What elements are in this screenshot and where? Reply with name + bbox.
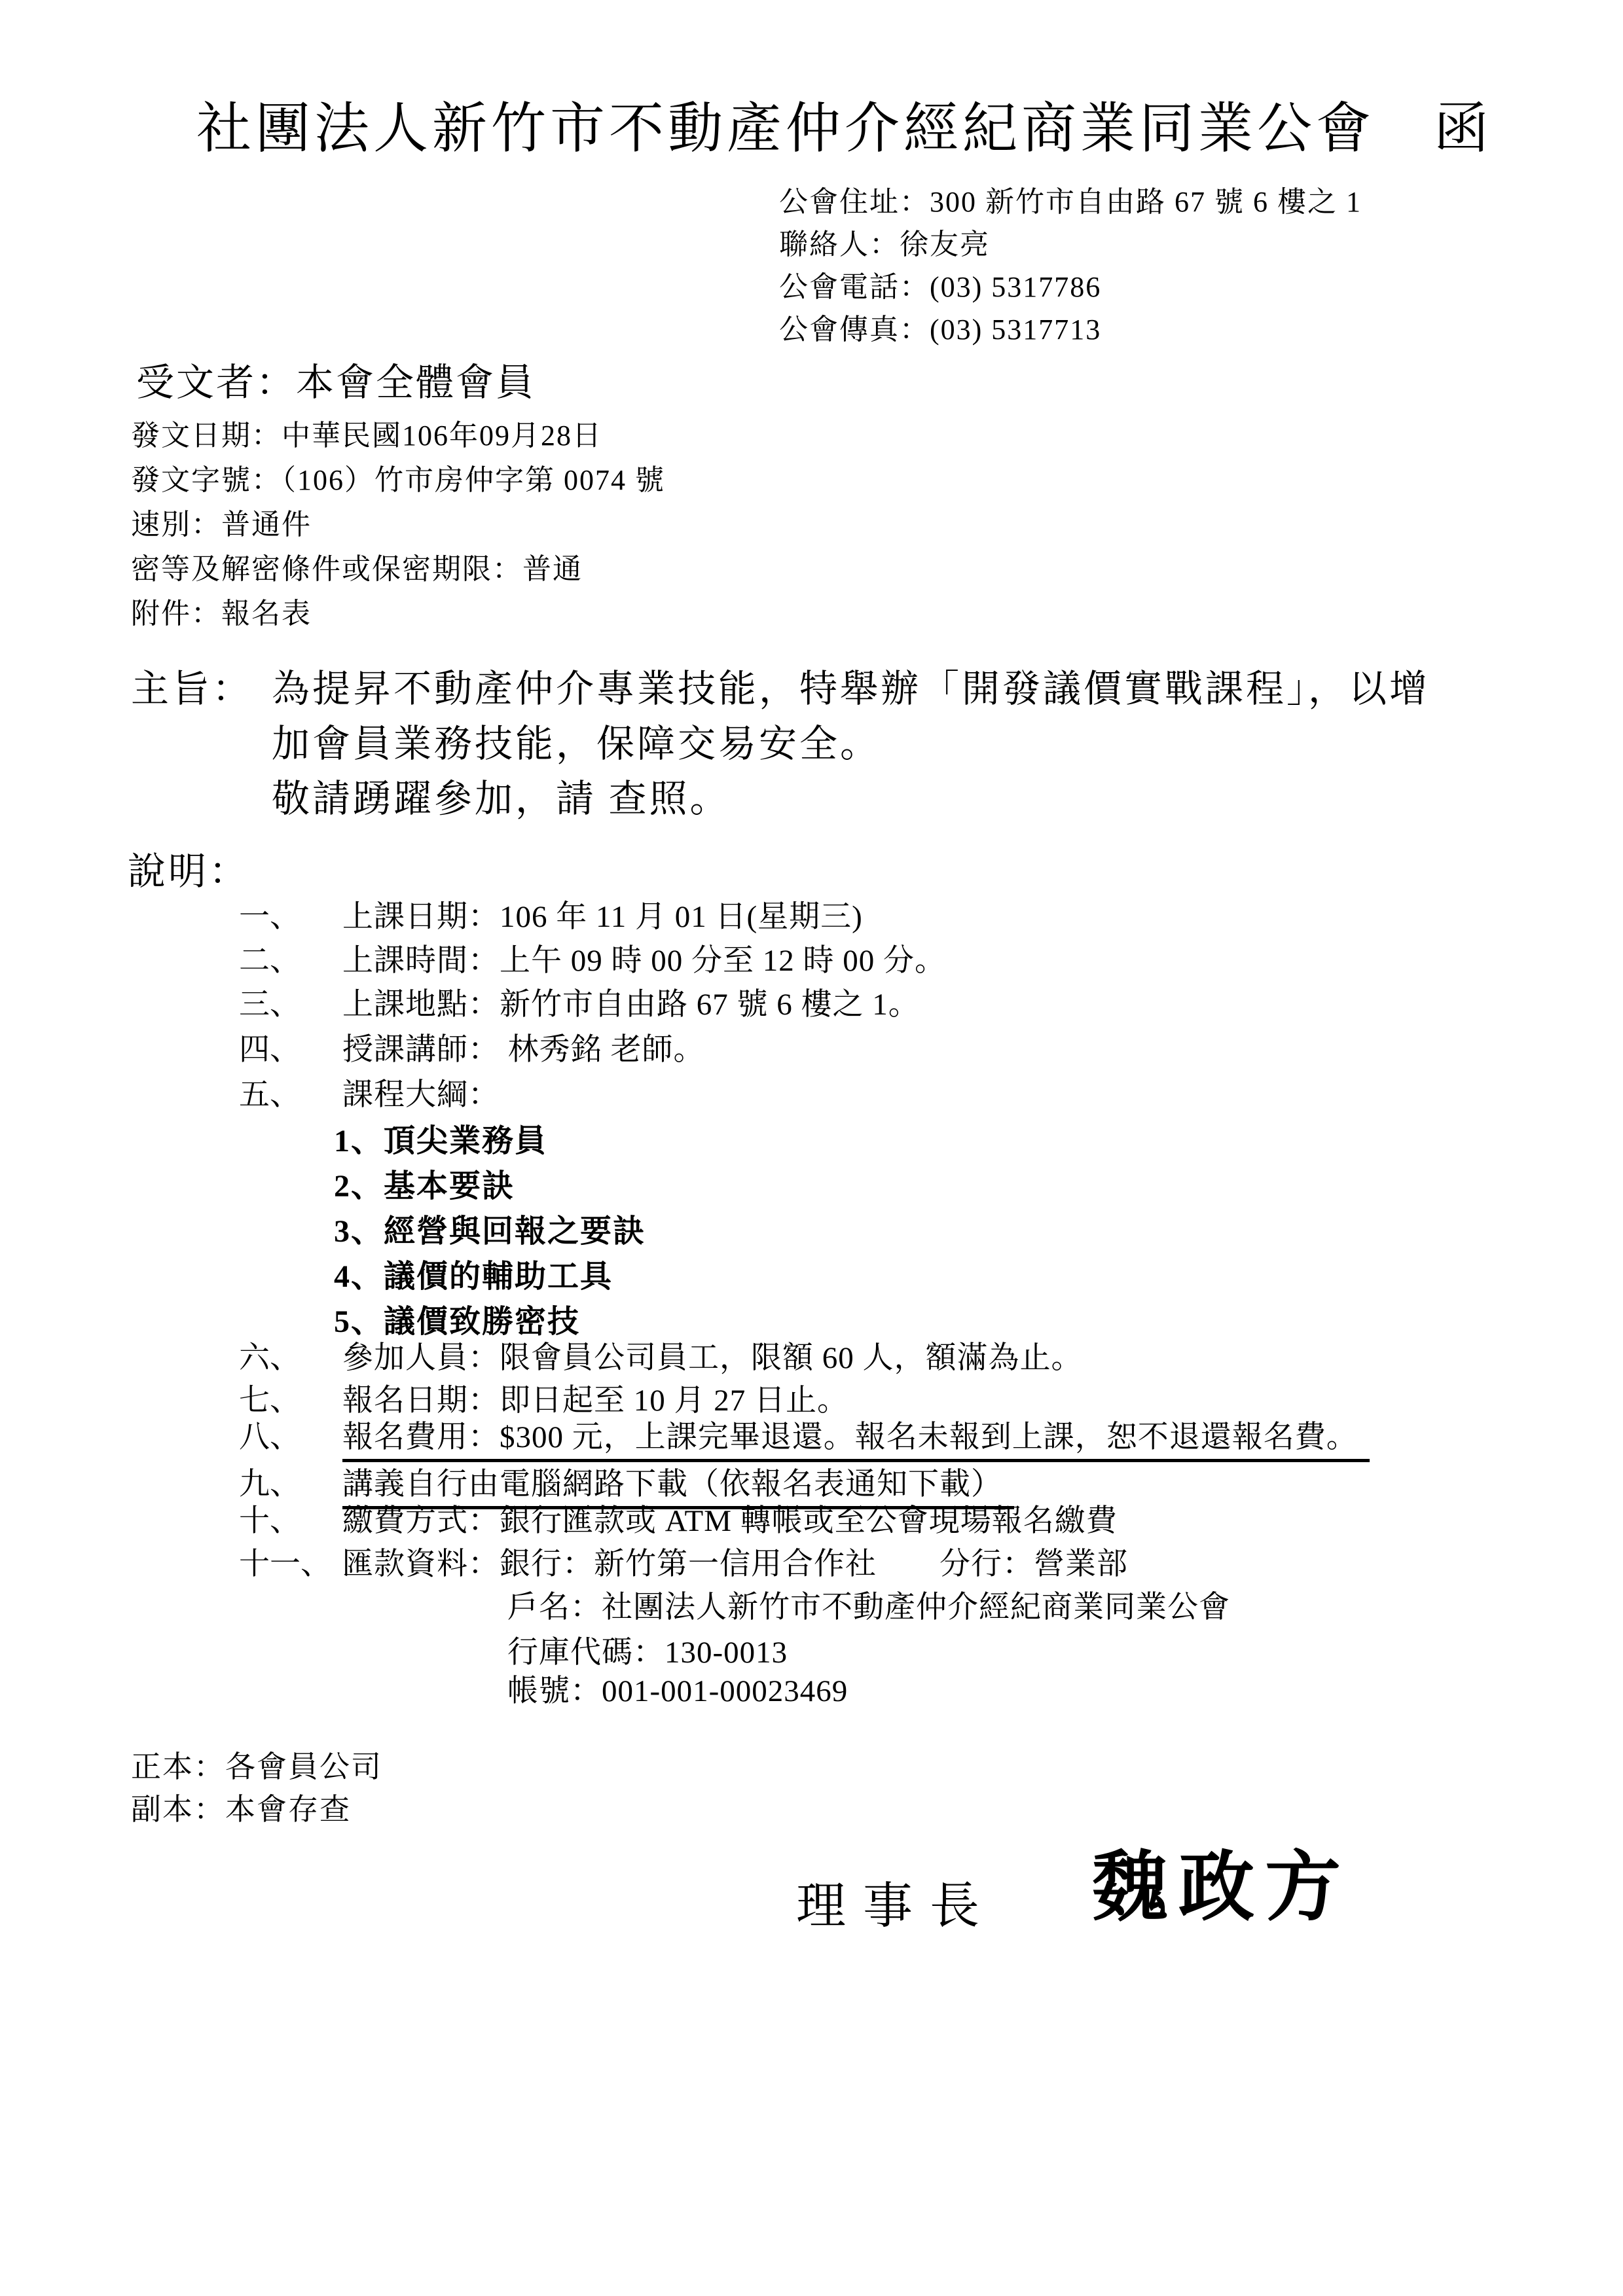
reference-number-line: 發文字號：（106）竹市房仲字第 0074 號 — [131, 464, 665, 496]
list-item-11 — [239, 1546, 1128, 1583]
security-class-line: 密等及解密條件或保密期限：普通 — [131, 553, 583, 585]
outline-item-5: 5、議價致勝密技 — [334, 1304, 581, 1339]
association-phone: 公會電話：(03) 5317786 — [779, 271, 1102, 303]
list-item-6-number: 六、 — [239, 1341, 301, 1375]
outline-item-3: 3、經營與回報之要訣 — [334, 1214, 646, 1249]
original-copy-line: 正本：各會員公司 — [131, 1750, 382, 1784]
list-item-11-text: 匯款資料：銀行：新竹第一信用合作社 分行：營業部 — [342, 1547, 1128, 1581]
list-item-5 — [239, 1077, 500, 1113]
contact-person: 聯絡人：徐友亮 — [779, 228, 990, 260]
list-item-1-number: 一、 — [239, 900, 301, 934]
list-item-8-number: 八、 — [239, 1420, 301, 1454]
outline-item-4: 4、議價的輔助工具 — [334, 1259, 613, 1294]
chairman-name: 魏政方 — [1092, 1846, 1351, 1930]
subject-line-1: 為提昇不動產仲介專業技能，特舉辦「開發議價實戰課程」，以增 — [272, 668, 1431, 710]
list-item-2 — [239, 942, 946, 979]
subject-line-3: 敬請踴躍參加，請 查照。 — [272, 778, 731, 820]
list-item-10-number: 十、 — [239, 1504, 301, 1538]
outline-item-2: 2、基本要訣 — [334, 1169, 515, 1204]
bank-account-name: 戶名：社團法人新竹市不動產仲介經紀商業同業公會 — [507, 1590, 1230, 1624]
list-item-9-number: 九、 — [239, 1467, 301, 1501]
list-item-3-text: 上課地點：新竹市自由路 67 號 6 樓之 1。 — [342, 988, 920, 1022]
list-item-7-text: 報名日期：即日起至 10 月 27 日止。 — [342, 1384, 848, 1418]
list-item-10 — [239, 1503, 1118, 1539]
list-item-1-text: 上課日期：106 年 11 月 01 日(星期三) — [342, 900, 863, 934]
list-item-3 — [239, 986, 920, 1023]
list-item-2-number: 二、 — [239, 944, 301, 978]
list-item-5-number: 五、 — [239, 1078, 301, 1112]
bank-code: 行庫代碼：130-0013 — [507, 1636, 788, 1670]
association-fax: 公會傳真：(03) 5317713 — [779, 314, 1102, 346]
duplicate-copy-line: 副本：本會存查 — [131, 1793, 351, 1826]
list-item-4-number: 四、 — [239, 1033, 301, 1067]
list-item-11-number: 十一、 — [239, 1547, 331, 1581]
list-item-4-text: 授課講師： 林秀銘 老師。 — [342, 1033, 705, 1067]
chairman-title: 理事長 — [796, 1879, 996, 1934]
list-item-8 — [239, 1419, 1370, 1462]
letter-title: 社團法人新竹市不動產仲介經紀商業同業公會 函 — [196, 99, 1493, 160]
subject-line-2: 加會員業務技能，保障交易安全。 — [272, 723, 881, 765]
issue-date-line: 發文日期：中華民國106年09月28日 — [131, 420, 602, 452]
list-item-9-text: 講義自行由電腦網路下載（依報名表通知下載） — [342, 1466, 1014, 1509]
list-item-8-text: 報名費用：$300 元，上課完畢退還。報名未報到上課，恕不退還報名費。 — [342, 1419, 1370, 1462]
explanation-heading: 說明： — [128, 850, 250, 893]
outline-item-1: 1、頂尖業務員 — [334, 1124, 548, 1158]
recipient-line: 受文者：本會全體會員 — [136, 361, 536, 404]
subject-label: 主旨： — [131, 668, 253, 710]
list-item-10-text: 繳費方式：銀行匯款或 ATM 轉帳或至公會現場報名繳費 — [342, 1504, 1118, 1538]
list-item-7-number: 七、 — [239, 1384, 301, 1418]
list-item-2-text: 上課時間：上午 09 時 00 分至 12 時 00 分。 — [342, 944, 946, 978]
list-item-7 — [239, 1382, 848, 1419]
list-item-5-text: 課程大綱： — [342, 1078, 500, 1112]
list-item-3-number: 三、 — [239, 988, 301, 1022]
list-item-4 — [239, 1031, 705, 1068]
attachment-line: 附件：報名表 — [131, 598, 312, 630]
list-item-6-text: 參加人員：限會員公司員工，限額 60 人，額滿為止。 — [342, 1341, 1083, 1375]
association-address: 公會住址：300 新竹市自由路 67 號 6 樓之 1 — [779, 186, 1362, 218]
list-item-1 — [239, 899, 863, 935]
speed-class-line: 速別：普通件 — [131, 509, 312, 541]
bank-account-number: 帳號：001-001-00023469 — [507, 1674, 848, 1708]
list-item-6 — [239, 1340, 1083, 1376]
